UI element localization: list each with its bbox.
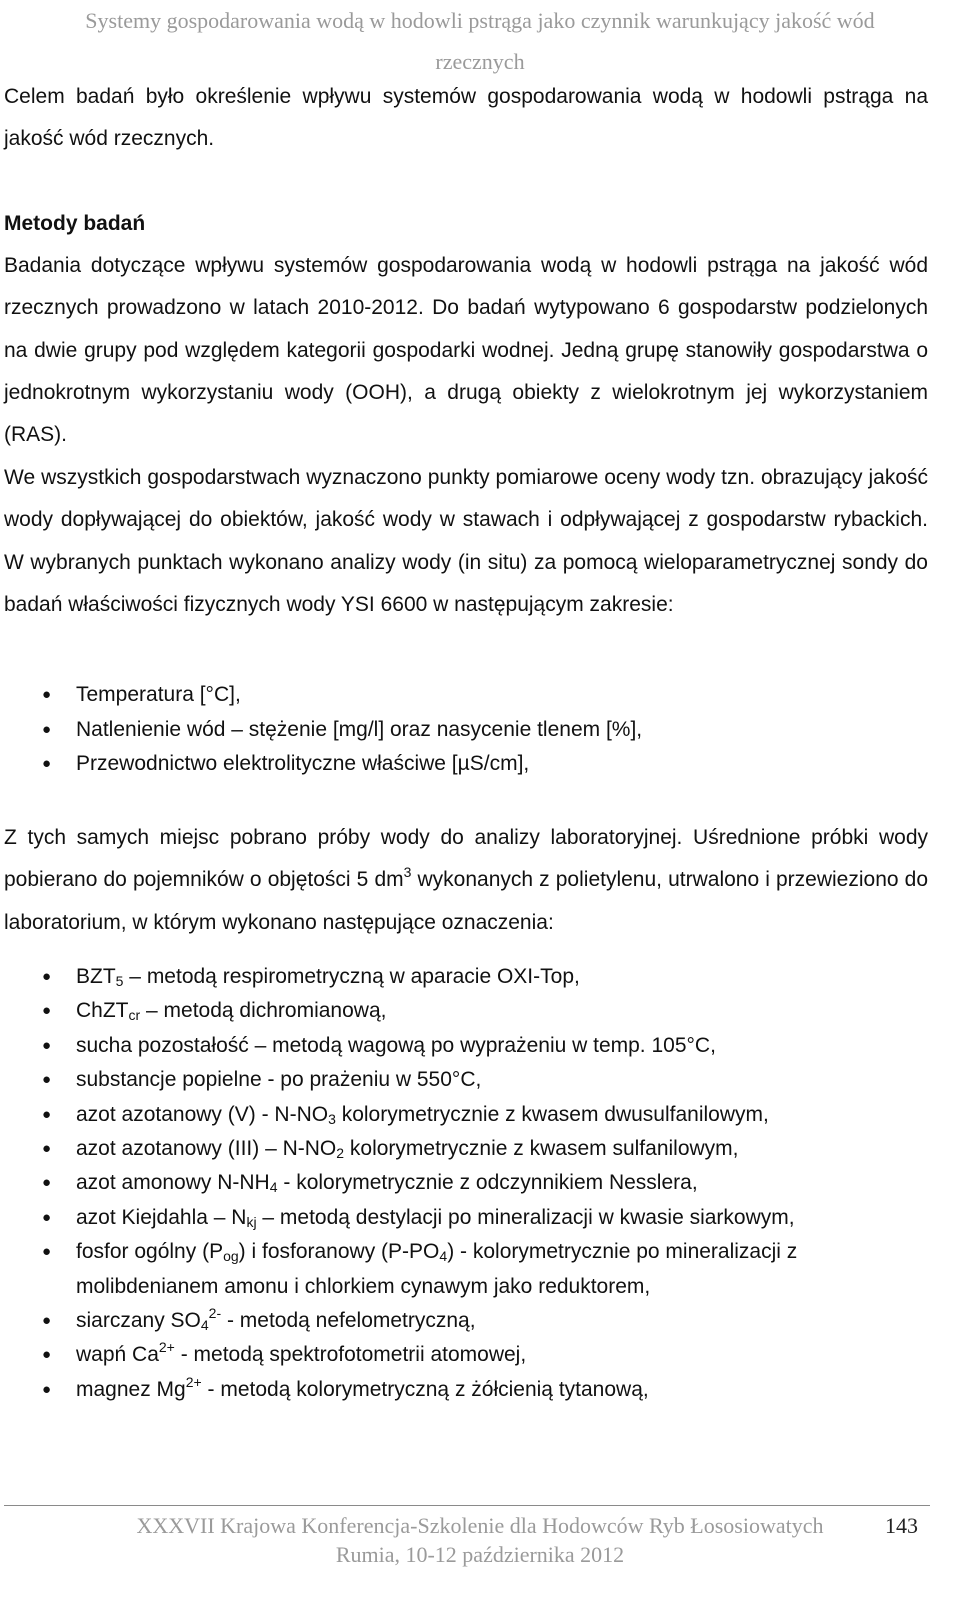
page-number: 143 [885, 1513, 918, 1538]
bullet-icon: ● [42, 967, 52, 985]
intro-paragraph: Celem badań było określenie wpływu systemów gospodarowania wodą w hodowli pstrąga na jakość wód rzecznych. [4, 85, 928, 151]
list-item: ● $BZT_5$ – metodą respirometryczną w aparacie OXI-Top, [4, 960, 928, 994]
list-item: ● azot azotanowy $(V) - N-NO_3$ kolorymetrycznie z kwasem dwusulfanilowym, [4, 1098, 928, 1132]
field-measurement-list [4, 678, 928, 781]
bullet-icon: ● [42, 720, 52, 738]
section-title-methods: Metody badań [4, 211, 146, 235]
running-header-line2: rzecznych [435, 49, 525, 74]
list-item: ● substancje popielne - po prażeniu w 550°C, [4, 1063, 928, 1097]
bullet-icon: ● [42, 1174, 52, 1192]
bullet-icon: ● [42, 1346, 52, 1364]
bullet-icon: ● [42, 755, 52, 773]
list-item: ● ChZT$_{cr}$ – metodą dichromianową, [4, 994, 928, 1028]
bullet-icon: ● [42, 1208, 52, 1226]
lab-analysis-list [4, 960, 928, 1407]
list-item: ● azot azotanowy $(III) - N-NO_2$ kolorymetrycznie z kwasem sulfanilowym, [4, 1132, 928, 1166]
bullet-icon: ● [42, 1071, 52, 1089]
footer-line2: Rumia, 10-12 października 2012 [335, 1542, 625, 1567]
page-body [4, 76, 928, 1407]
bullet-icon: ● [42, 1243, 52, 1261]
list-item: ● sucha pozostałość – metodą wagową po wyprażeniu w temp. 105°C, [4, 1029, 928, 1063]
bullet-icon: ● [42, 1380, 52, 1398]
bullet-icon: ● [42, 1036, 52, 1054]
methods-paragraph-3: Z tych samych miejsc pobrano próby wody do analizy laboratoryjnej. Uśrednione próbki wody pobierano do pojemników o objętości 5 $dm^3$ wykonanych z polietylenu, utrwalono i przewieziono do laboratorium, w którym wykonano następujące oznaczenia: [4, 825, 929, 934]
bullet-icon: ● [42, 686, 52, 704]
list-item: ● fosfor ogólny $(P_{og})$ i fosforanowy $(P-PO_4)$ - kolorymetrycznie po mineralizacji z molibdenianem amonu i chlorkiem cynawym jako reduktorem, [4, 1235, 928, 1304]
list-item: ● Natlenienie wód – stężenie [mg/l] oraz nasycenie tlenem [%], [4, 713, 928, 747]
bullet-icon: ● [42, 1002, 52, 1020]
footer-line1: XXXVII Krajowa Konferencja-Szkolenie dla Hodowców Ryb Łososiowatych [136, 1513, 824, 1538]
list-item: ● magnez $Mg^{2+}$ - metodą kolorymetryczną z żółcienią tytanową, [4, 1373, 928, 1407]
list-item: ● azot amonowy $N-NH_4$ - kolorymetrycznie z odczynnikiem Nesslera, [4, 1166, 928, 1200]
list-item: ● Temperatura [°C], [4, 678, 928, 712]
footer-divider [4, 1505, 930, 1506]
running-footer [60, 1511, 900, 1569]
bullet-icon: ● [42, 1105, 52, 1123]
bullet-icon: ● [42, 1311, 52, 1329]
bullet-icon: ● [42, 1139, 52, 1157]
list-item: ● siarczany $SO_4^{2-}$ - metodą nefelometryczną, [4, 1304, 928, 1338]
methods-paragraph-2: We wszystkich gospodarstwach wyznaczono punkty pomiarowe oceny wody tzn. obrazujący jakość wody dopływającej do obiektów, jakość wody w stawach i odpływającej z gospodarstw rybackich. W wybranych punktach wykonano analizy wody (in situ) za pomocą wieloparametrycznej sondy do badań właściwości fizycznych wody YSI 6600 w następującym zakresie: [4, 465, 928, 617]
list-item: ● Przewodnictwo elektrolityczne właściwe [µS/cm], [4, 747, 928, 781]
running-header-line1: Systemy gospodarowania wodą w hodowli pstrąga jako czynnik warunkujący jakość wód [85, 8, 875, 33]
list-item: ● azot Kiejdahla – $N_{kj}$ – metodą destylacji po mineralizacji w kwasie siarkowym, [4, 1201, 928, 1235]
methods-paragraph-1: Badania dotyczące wpływu systemów gospodarowania wodą w hodowli pstrąga na jakość wód rzecznych prowadzono w latach 2010-2012. Do badań wytypowano 6 gospodarstw podzielonych na dwie grupy pod względem kategorii gospodarki wodnej. Jedną grupę stanowiły gospodarstwa o jednokrotnym wykorzystaniu wody (OOH), a drugą obiekty z wielokrotnym jej wykorzystaniem (RAS). [4, 253, 928, 447]
running-header [0, 0, 960, 82]
list-item: ● wapń $Ca^{2+}$ - metodą spektrofotometrii atomowej, [4, 1338, 928, 1372]
